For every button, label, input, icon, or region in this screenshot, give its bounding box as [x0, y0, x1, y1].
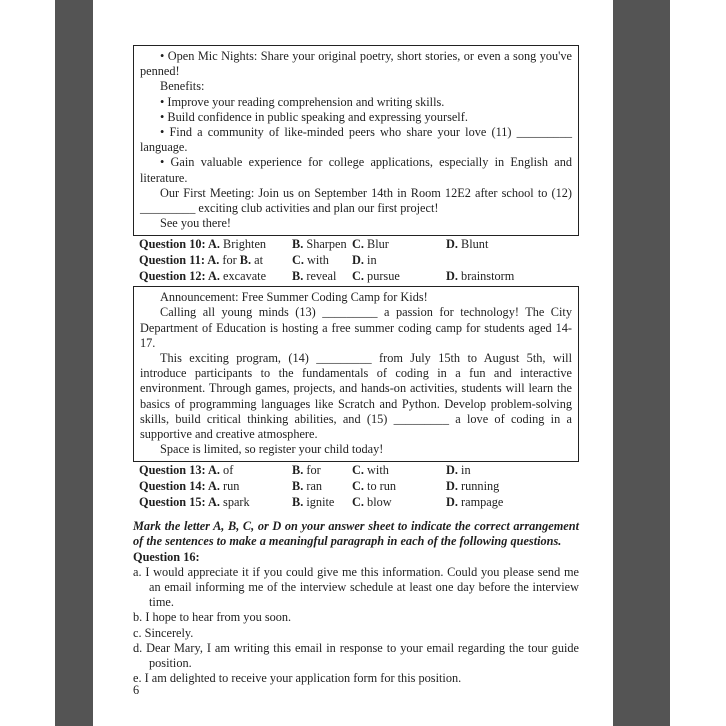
questions-13-15: [133, 462, 579, 512]
passage-paragraph: Benefits:: [160, 79, 205, 94]
question-16-item-c: [133, 626, 579, 641]
question-cell: D. brainstorm: [446, 268, 515, 283]
document-page: [93, 0, 613, 726]
section-instruction: Mark the letter A, B, C, or D on your answer sheet to indicate the correct arrangement of the sentences to make a meaningful paragraph in each of the following questions.: [133, 519, 579, 549]
viewer-right-margin-bar: [613, 0, 670, 726]
questions-10-12: [133, 236, 579, 286]
passage-box-open-mic: [133, 45, 579, 236]
question-cell: [446, 253, 579, 269]
question-cell: Question 14: A. run: [139, 479, 240, 494]
question-cell: Question 12: A. excavate: [139, 268, 267, 283]
question-row: [139, 495, 579, 511]
page-content: [133, 45, 579, 686]
question-cell: C. with: [352, 463, 389, 478]
item-text: I am delighted to receive your application form for this position.: [144, 671, 462, 686]
question-cell: D. rampage: [446, 494, 504, 509]
question-cell: C. with: [292, 253, 329, 268]
question-row: [139, 269, 579, 285]
item-marker: b.: [133, 610, 143, 625]
question-cell: Question 15: A. spark: [139, 494, 250, 509]
question-cell: C. Blur: [352, 237, 389, 252]
question-cell: Question 11: A. for B. at: [139, 253, 264, 268]
passage-paragraph: Space is limited, so register your child today!: [160, 442, 384, 457]
question-16-item-b: [133, 610, 579, 625]
question-cell: B. for: [292, 463, 321, 478]
passage-paragraph: This exciting program, (14) _________ from July 15th to August 5th, will introduce participants to the fundamentals of coding in a fun and interactive environment. Through games, projects, and hands-on activities, students will learn the basics of programming languages like Scratch and Python. Develop problem-solving skills, build critical thinking abilities, and (15) _________ a love of coding in a supportive and creative atmosphere.: [140, 351, 572, 442]
item-marker: d.: [133, 640, 143, 655]
passage-paragraph: • Build confidence in public speaking and expressing yourself.: [160, 109, 468, 124]
question-cell: B. ignite: [292, 494, 335, 509]
question-row: [139, 479, 579, 495]
viewer-left-margin-bar: [55, 0, 93, 726]
page-number: 6: [133, 683, 140, 697]
question-cell: Question 10: A. Brighten: [139, 237, 267, 252]
item-text: I would appreciate it if you could give me this information. Could you please send me an email informing me of the interview schedule at least one day before the interview time.: [145, 564, 579, 610]
passage-paragraph: See you there!: [160, 216, 232, 231]
question-cell: Question 13: A. of: [139, 463, 234, 478]
question-cell: B. ran: [292, 479, 323, 494]
question-row: [139, 237, 579, 253]
question-cell: C. pursue: [352, 268, 400, 283]
passage-paragraph: • Improve your reading comprehension and writing skills.: [160, 94, 445, 109]
question-16-item-a: [133, 565, 579, 611]
passage-paragraph: Announcement: Free Summer Coding Camp for Kids!: [160, 290, 428, 305]
question-cell: C. to run: [352, 479, 397, 494]
question-16-item-e: [133, 671, 579, 686]
question-16-item-d: [133, 641, 579, 671]
item-text: Sincerely.: [144, 625, 194, 640]
question-cell: D. in: [446, 463, 471, 478]
question-cell: C. blow: [352, 494, 392, 509]
question-row: [139, 253, 579, 269]
question-cell: D. Blunt: [446, 237, 489, 252]
question-row: [139, 463, 579, 479]
question-cell: B. Sharpen: [292, 237, 347, 252]
passage-paragraph: • Gain valuable experience for college applications, especially in English and literature.: [140, 155, 572, 185]
passage-box-coding-camp: [133, 286, 579, 462]
question-cell: D. running: [446, 479, 500, 494]
question-cell: D. in: [352, 253, 377, 268]
passage-paragraph: • Open Mic Nights: Share your original poetry, short stories, or even a song you've penned!: [140, 49, 572, 79]
passage-paragraph: Our First Meeting: Join us on September 14th in Room 12E2 after school to (12) _________ exciting club activities and plan our first project!: [140, 185, 572, 216]
item-text: I hope to hear from you soon.: [145, 610, 292, 625]
passage-paragraph: • Find a community of like-minded peers who share your love (11) _________ language.: [140, 125, 572, 155]
item-marker: e.: [133, 671, 142, 686]
item-marker: a.: [133, 564, 142, 579]
question-16-label: Question 16:: [133, 549, 200, 564]
item-marker: c.: [133, 625, 142, 640]
item-text: Dear Mary, I am writing this email in response to your email regarding the tour guide position.: [146, 640, 579, 671]
question-cell: B. reveal: [292, 268, 337, 283]
passage-paragraph: Calling all young minds (13) _________ a passion for technology! The City Department of Education is hosting a free summer coding camp for students aged 14-17.: [140, 305, 572, 350]
